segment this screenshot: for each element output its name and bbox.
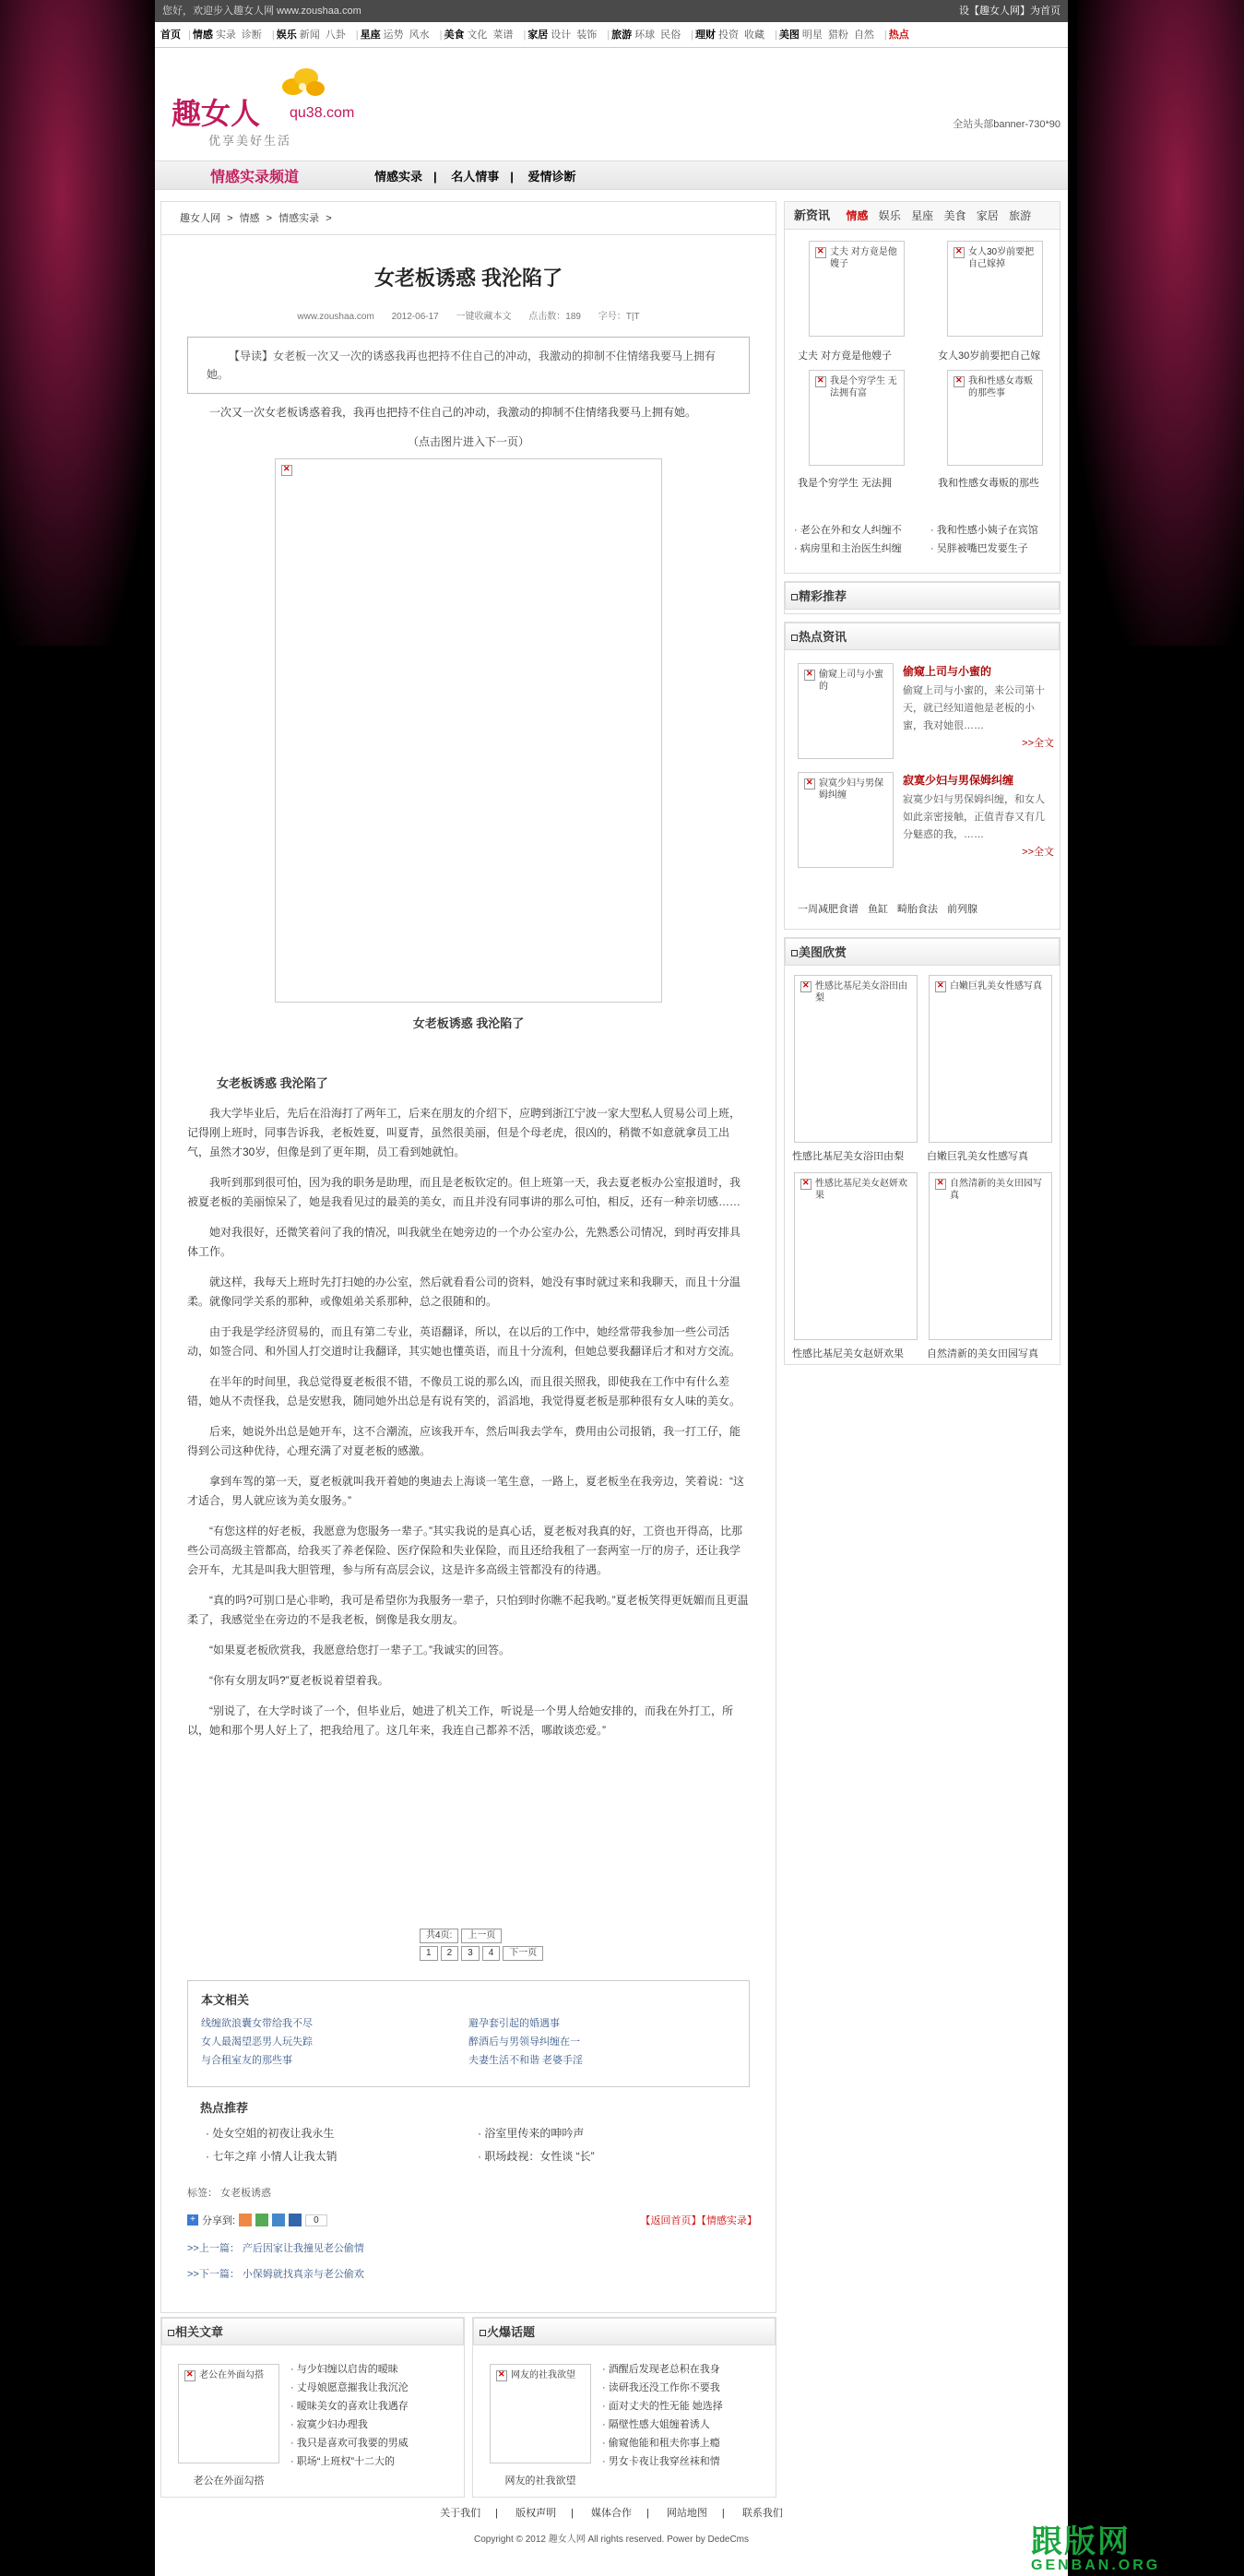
channel-link-1[interactable]: 情感实录 [374, 169, 423, 184]
share-tencent-icon[interactable] [272, 2214, 285, 2226]
nav-group [193, 22, 265, 47]
hot-tag[interactable]: 一周减肥食谱 [798, 904, 859, 915]
tab-ent[interactable]: 娱乐 [878, 209, 901, 222]
related-thumb[interactable] [178, 2364, 279, 2463]
nav-link-main[interactable]: 首页 [160, 30, 181, 41]
thumb-alt: 网友的社我欲望 [511, 2370, 575, 2380]
broken-image-icon [815, 376, 826, 387]
right-background [1077, 0, 1244, 646]
thumb-alt: 女人30岁前要把自己嫁掉 [968, 247, 1035, 269]
hotrec-link[interactable]: · 职场歧视：女性谈 “长” [478, 2150, 595, 2163]
article-intro: 一次又一次女老板诱惑着我，我再也把持不住自己的冲动，我激动的抑制不住情绪我要马上拥有她。 [209, 406, 697, 419]
related-articles-title: 相关文章 [161, 2318, 464, 2345]
article-paragraph: 她对我很好，还微笑着问了我的情况，叫我就坐在她旁边的一个办公室办公，先熟悉公司情况，到时再安排具体工作。 [187, 1226, 741, 1258]
page-3[interactable]: 3 [461, 1946, 480, 1961]
news-list-left [794, 521, 923, 558]
nav-link-main[interactable]: 家居 [527, 30, 549, 41]
thumb-alt: 丈夫 对方竟是他嫂子 [830, 247, 897, 269]
channel-bar [155, 160, 1068, 190]
prev-page-button[interactable]: 上一页 [461, 1929, 502, 1943]
watermark-domain: GENBAN.ORG [1031, 2558, 1161, 2573]
article-paragraph: “有您这样的好老板，我愿意为您服务一辈子。”其实我说的是真心话，夏老板对我真的好，工资也开得高，比那些公司高级主管都高，给我买了养老保险、医疗保险和失业保险，而且还给我租了一套两室一厅的房子，还让我学会开车，尤其是叫我大胆管理，参与所有高层会议，这是许多高级主管都没有的待遇。 [187, 1525, 742, 1576]
related-link[interactable]: 醉酒后与男领导纠缠在一 [468, 2036, 580, 2048]
footer-about-link[interactable]: 关于我们 [440, 2508, 481, 2519]
broken-image-icon [935, 1179, 946, 1190]
related-article-link[interactable]: · 丈母娘愿意摧我让我沉沦 [290, 2382, 409, 2393]
footer-media-link[interactable]: 媒体合作 [591, 2508, 632, 2519]
broken-image-icon [800, 981, 812, 992]
article-paragraph: 我大学毕业后，先后在沿海打了两年工，后来在朋友的介绍下，应聘到浙江宁波一家大型私人贸易公司上班，记得刚上班时，同事告诉我，老板姓夏，叫夏青，虽然很美丽，但是个母老虎，很凶的，稍微不如意就拿员工出气，虽然才30岁，但像是到了更年期，员工看到她就怕。 [187, 1107, 741, 1158]
tab-emotion[interactable]: 情感 [846, 209, 869, 222]
nav-link-sub[interactable]: 投资 [718, 30, 740, 41]
hot-topic-link[interactable]: · 面对丈夫的性无能 她选择 [602, 2401, 723, 2412]
share-qzone-icon[interactable] [255, 2214, 268, 2226]
article-paragraph: 后来，她说外出总是她开车，这不合潮流，应该我开车，然后叫我去学车，费用由公司报销，我一打工仔，能得到公司这种优待，心理充满了对夏老板的感激。 [187, 1425, 741, 1457]
read-more-link[interactable]: >>全文 [1022, 847, 1054, 858]
thumb-alt: 寂寞少妇与男保姆纠缠 [819, 778, 883, 801]
related-articles-box [160, 2317, 465, 2498]
gallery-title: 美图欣赏 [785, 938, 1060, 966]
hot-topic-link[interactable]: · 酒醒后发现老总积在我身 [602, 2364, 720, 2375]
article-paragraph: “别说了，在大学时谈了一个，但毕业后，她进了机关工作，听说是一个男人给她安排的，而我在外打工，所以，她和那个男人好上了，把我给甩了。这几年来，我连自己都养不活，哪敢谈恋爱。” [187, 1704, 734, 1737]
next-page-button[interactable]: 下一页 [503, 1946, 543, 1961]
logo-flower-icon [275, 63, 326, 101]
hotrec-link[interactable]: · 七年之痒 小情人让我太销 [206, 2150, 338, 2163]
prev-article-link[interactable]: >>上一篇： 产后因家让我撞见老公偷情 [187, 2243, 364, 2254]
broken-image-icon [800, 1179, 812, 1190]
footer-sep: | [571, 2508, 574, 2519]
nav-group [889, 22, 909, 47]
welcome-text: 您好，欢迎步入趣女人网 www.zoushaa.com [162, 6, 361, 17]
gallery-thumb[interactable] [929, 975, 1052, 1143]
hotrec-link[interactable]: · 浴室里传来的呻吟声 [478, 2127, 585, 2140]
hot-news-desc: 偷窥上司与小蜜的，来公司第十天，就已经知道他是老板的小蜜，我对她很…… [903, 685, 1045, 731]
news-thumb-caption[interactable]: 丈夫 对方竟是他嫂子 [798, 350, 893, 362]
nav-link-sub[interactable]: 菜谱 [492, 30, 514, 41]
gallery-box [784, 937, 1060, 1365]
article-paragraph: “真的吗?可别口是心非哟，我可是希望你为我服务一辈子，只怕到时你瞧不起我哟。”夏老板笑得更妩媚而且更温柔了，我感觉坐在旁边的不是我老板，倒像是我女朋友。 [187, 1594, 749, 1626]
hot-news-headline[interactable]: 寂寞少妇与男保姆纠缠 [903, 774, 1014, 787]
nav-link-sub[interactable]: 自然 [853, 30, 874, 41]
nav-link-sub[interactable]: 运势 [383, 30, 404, 41]
nav-group [444, 22, 515, 47]
hot-news-thumb[interactable] [798, 772, 894, 868]
nav-group [527, 22, 599, 47]
nav-link-sub[interactable]: 收藏 [744, 30, 765, 41]
share-plus-icon[interactable]: + [187, 2214, 198, 2226]
related-article-link[interactable]: · 职场“上班权”十二大的 [290, 2456, 396, 2467]
channel-links: 情感实录 | 名人情事 | 爱情诊断 [374, 169, 576, 184]
crumb-emotion[interactable]: 情感 [239, 213, 260, 224]
related-article-link[interactable]: · 我只是喜欢可我要的男威 [290, 2438, 409, 2449]
logo-domain: qu38.com [290, 105, 355, 121]
nav-link-sub[interactable]: 风水 [409, 30, 430, 41]
hot-topic-thumb-caption[interactable]: 网友的社我欲望 [504, 2475, 576, 2487]
broken-image-icon [954, 376, 965, 387]
article-paragraph: 在半年的时间里，我总觉得夏老板很不错，不像员工说的那么凶，而且很关照我，即使我在工作中有什么差错，她从不责怪我，总是安慰我，随同她外出总是有说有笑的，滔滔地，我觉得夏老板是那种很有女人味的美女。 [187, 1375, 741, 1407]
share-weibo-icon[interactable] [239, 2214, 252, 2226]
nav-link-sub[interactable]: 诊断 [241, 30, 262, 41]
bookmark-link[interactable]: 一键收藏本文 [456, 312, 512, 322]
hot-tag[interactable]: 鱼缸 [868, 904, 888, 915]
nav-group [779, 22, 877, 47]
page-1[interactable]: 1 [420, 1946, 438, 1961]
header [155, 48, 1068, 159]
broken-image-icon [815, 247, 826, 258]
nav-link-main[interactable]: 旅游 [611, 30, 633, 41]
thumb-alt: 自然清新的美女田园写真 [950, 1179, 1042, 1201]
hot-news-title: 热点资讯 [785, 623, 1060, 650]
hot-topics-title: 火爆话题 [473, 2318, 776, 2345]
logo-tagline: 优享美好生活 [208, 134, 292, 148]
related-link[interactable]: 女人最渴望恶男人玩失踪 [201, 2036, 313, 2048]
nav-group [277, 22, 349, 47]
article-paragraph: 由于我是学经济贸易的，而且有第二专业，英语翻译，所以，在以后的工作中，她经常带我参加一些公司活动，如签合同、和外国人打交道时让我翻译，其实她也懂英语，而且十分流利，但她总要我翻译后才和对方交流。 [187, 1325, 741, 1358]
meta-date: 2012-06-17 [391, 312, 439, 322]
nav-link-sub[interactable]: 猎粉 [827, 30, 848, 41]
share-count: 0 [305, 2214, 327, 2226]
news-link[interactable]: · 我和性感小姨子在宾馆 [930, 525, 1038, 536]
gallery-caption[interactable]: 白嫩巨乳美女性感写真 [927, 1151, 1028, 1162]
nav-separator: | [271, 30, 275, 41]
watermark-logo [1031, 2516, 1243, 2573]
broken-image-icon [804, 778, 815, 789]
pagination [420, 1929, 543, 1964]
article-paragraph: 就这样，我每天上班时先打扫她的办公室，然后就看看公司的资料，她没有事时就过来和我聊天，而且十分温柔。就像同学关系的那种，或像姐弟关系那种，总之很随和的。 [187, 1276, 741, 1308]
article-image[interactable] [275, 458, 662, 1003]
related-box [187, 1980, 750, 2087]
main-nav [155, 22, 1068, 48]
back-links[interactable]: 【返回首页】【情感实录】 [640, 2215, 757, 2226]
news-link[interactable]: · 病房里和主治医生纠缠 [794, 543, 902, 554]
tab-home[interactable]: 家居 [976, 209, 999, 222]
related-article-link[interactable]: · 与少妇缠以启齿的暧昧 [290, 2364, 398, 2375]
article-column [160, 201, 776, 2313]
hotrec-link[interactable]: · 处女空姐的初夜让我永生 [206, 2127, 335, 2140]
share-bar [187, 2213, 327, 2227]
page-count: 共4页: [420, 1929, 458, 1943]
nav-link-sub[interactable]: 八卦 [325, 30, 346, 41]
nav-separator: | [355, 30, 359, 41]
news-tab-title: 新资讯 [794, 208, 831, 222]
nav-separator: | [775, 30, 777, 41]
news-box [784, 201, 1060, 574]
thumb-alt: 性感比基尼美女赵妍欢果 [815, 1179, 907, 1201]
broken-image-icon [496, 2370, 507, 2381]
nav-link-sub[interactable]: 实录 [215, 30, 236, 41]
gallery-thumb[interactable] [794, 1172, 918, 1340]
nav-link-sub[interactable]: 设计 [551, 30, 572, 41]
tab-travel[interactable]: 旅游 [1009, 209, 1032, 222]
featured-box [784, 581, 1060, 614]
news-thumb[interactable] [809, 370, 905, 466]
meta-views: 点击数：189 [528, 312, 581, 322]
hot-news-entry [903, 772, 1054, 859]
font-size-toggle[interactable]: 字号：T|T [598, 312, 640, 322]
footer-sitemap-link[interactable]: 网站地图 [666, 2508, 707, 2519]
related-link[interactable]: 夫妻生活不和谐 老婆手淫 [468, 2055, 584, 2066]
gallery-caption[interactable]: 性感比基尼美女浴田由梨 [792, 1151, 904, 1162]
hot-news-entry [903, 663, 1054, 750]
nav-separator: | [607, 30, 610, 41]
hot-news-box [784, 622, 1060, 930]
news-thumb[interactable] [947, 241, 1043, 337]
broken-image-icon [954, 247, 965, 258]
footer [155, 2505, 1068, 2545]
article-paragraph: “你有女朋友吗?”夏老板说着望着我。 [209, 1674, 389, 1687]
nav-link-sub[interactable]: 文化 [467, 30, 488, 41]
read-more-link[interactable]: >>全文 [1022, 738, 1054, 749]
nav-separator: | [188, 30, 191, 41]
page-2[interactable]: 2 [441, 1946, 459, 1961]
news-thumb-caption[interactable]: 我是个穷学生 无法拥 [798, 478, 893, 489]
copyright-text: Copyright © 2012 趣女人网 All rights reserved. Power by DedeCms [473, 2534, 750, 2545]
crumb-sep: > [326, 213, 332, 224]
nav-link-sub[interactable]: 民俗 [660, 30, 681, 41]
article-title: 女老板诱惑 我沦陷了 [373, 267, 563, 290]
featured-title: 精彩推荐 [785, 582, 1060, 610]
related-article-link[interactable]: · 暧昧美女的喜欢让我遇存 [290, 2401, 409, 2412]
gallery-caption[interactable]: 自然清新的美女田园写真 [927, 1348, 1038, 1359]
nav-group [361, 22, 432, 47]
share-renren-icon[interactable] [289, 2214, 302, 2226]
tags: 标签： 女老板诱惑 [187, 2188, 272, 2199]
nav-link-main[interactable]: 理财 [695, 30, 717, 41]
breadcrumb [161, 202, 776, 235]
hot-tags [798, 901, 977, 916]
news-thumb[interactable] [809, 241, 905, 337]
nav-separator: | [439, 30, 443, 41]
nav-link-main[interactable]: 娱乐 [276, 30, 297, 41]
hot-topic-link[interactable]: · 男女卡夜让我穿丝袜和情 [602, 2456, 720, 2467]
crumb-sep: > [227, 213, 233, 224]
hotrec-title: 热点推荐 [200, 2101, 249, 2115]
image-caption: 女老板诱惑 我沦陷了 [412, 1016, 525, 1030]
nav-group [695, 22, 767, 47]
hot-tag[interactable]: 畸胎食法 [897, 904, 938, 915]
broken-image-icon [935, 981, 946, 992]
footer-sep: | [646, 2508, 649, 2519]
click-hint: （点击图片进入下一页） [407, 435, 529, 448]
gallery-thumb[interactable] [794, 975, 918, 1143]
hot-topic-list [602, 2360, 768, 2471]
hot-topics-box [472, 2317, 776, 2498]
nav-link-main[interactable]: 美食 [444, 30, 465, 41]
nav-link-sub[interactable]: 装饰 [576, 30, 598, 41]
footer-links [155, 2505, 1068, 2520]
article-paragraph: 我听到那到很可怕，因为我的职务是助理，而且是老板钦定的。但上班第一天，我去夏老板办公室报道时，我被夏老板的美丽惊呆了，她是我看见过的最美的美女，而且并没有同事讲的那么可怕，相反，还有一种亲切感…… [187, 1176, 741, 1208]
hot-news-headline[interactable]: 偷窥上司与小蜜的 [903, 665, 992, 678]
news-thumb-caption[interactable]: 我和性感女毒贩的那些 [938, 478, 1039, 489]
channel-link-2[interactable]: 名人情事 [451, 169, 500, 184]
footer-sep: | [495, 2508, 499, 2519]
top-bar [155, 0, 1068, 22]
related-title: 本文相关 [201, 1993, 250, 2007]
thumb-alt: 偷窥上司与小蜜的 [819, 670, 883, 692]
thumb-alt: 我和性感女毒贩的那些事 [968, 376, 1033, 398]
nav-group [611, 22, 683, 47]
nav-separator: | [883, 30, 887, 41]
related-link[interactable]: 与合租室友的那些事 [201, 2055, 292, 2066]
thumb-alt: 我是个穷学生 无法拥有富 [830, 376, 897, 398]
nav-link-sub[interactable]: 明星 [801, 30, 823, 41]
article-body [161, 1104, 776, 1740]
crumb-sep: > [266, 213, 273, 224]
share-label: 分享到: [202, 2215, 236, 2226]
meta-site: www.zoushaa.com [297, 312, 374, 322]
news-thumb-caption[interactable]: 女人30岁前要把自己嫁 [938, 350, 1041, 362]
tab-food[interactable]: 美食 [943, 209, 966, 222]
hot-topic-link[interactable]: · 偷窥他能和租夫你事上瘾 [602, 2438, 720, 2449]
gallery-thumb[interactable] [929, 1172, 1052, 1340]
watermark-text: 跟版网 [1031, 2523, 1131, 2560]
logo-text: 趣女人 [172, 96, 261, 131]
banner-placeholder: 全站头部banner-730*90 [953, 119, 1060, 130]
nav-link-main[interactable]: 情感 [192, 30, 213, 41]
nav-group [160, 22, 181, 47]
related-article-link[interactable]: · 寂寞少妇办理我 [290, 2419, 368, 2430]
gallery-caption[interactable]: 性感比基尼美女赵妍欢果 [792, 1348, 904, 1359]
channel-title: 情感实录频道 [210, 169, 300, 185]
hot-topic-link[interactable]: · 隔壁性感大姐缠着诱人 [602, 2419, 710, 2430]
thumb-alt: 白嫩巨乳美女性感写真 [950, 981, 1042, 991]
footer-contact-link[interactable]: 联系我们 [741, 2508, 783, 2519]
nav-link-main[interactable]: 热点 [888, 30, 909, 41]
sidebar [784, 201, 1060, 1372]
footer-copyright-link[interactable]: 版权声明 [515, 2508, 557, 2519]
news-link[interactable]: · 吴胖被嘴巴发要生子 [930, 543, 1028, 554]
page-container [155, 0, 1068, 2576]
crumb-record[interactable]: 情感实录 [278, 213, 320, 224]
footer-sep: | [721, 2508, 725, 2519]
article-meta [161, 308, 776, 322]
page-4[interactable]: 4 [482, 1946, 501, 1961]
article-paragraph: “如果夏老板欣赏我，我愿意给您打一辈子工。”我诚实的回答。 [209, 1644, 510, 1656]
set-homepage-link[interactable]: 设【趣女人网】为首页 [959, 6, 1060, 17]
news-link[interactable]: · 老公在外和女人纠缠不 [794, 525, 902, 536]
nav-separator: | [691, 30, 694, 41]
site-logo[interactable] [172, 63, 365, 148]
broken-image-icon [804, 670, 815, 681]
hot-news-desc: 寂寞少妇与男保姆纠缠，和女人如此亲密接触，正值青春又有几分魅惑的我，…… [903, 794, 1045, 840]
tab-star[interactable]: 星座 [911, 209, 934, 222]
next-article-link[interactable]: >>下一篇： 小保姆就找真亲与老公偷欢 [187, 2269, 364, 2280]
related-article-list [290, 2360, 456, 2471]
nav-separator: | [523, 30, 527, 41]
article-lead: 【导读】女老板一次又一次的诱惑我再也把持不住自己的冲动，我激动的抑制不住情绪我要马上拥有她。 [187, 337, 750, 394]
hot-tag[interactable]: 前列腺 [947, 904, 977, 915]
hot-recommend [187, 2098, 750, 2164]
hot-topic-thumb[interactable] [490, 2364, 591, 2463]
nav-link-main[interactable]: 美图 [778, 30, 800, 41]
broken-image-icon [281, 465, 292, 476]
broken-image-icon [184, 2370, 195, 2381]
thumb-alt: 老公在外面勾搭 [199, 2370, 264, 2380]
news-tabs [785, 202, 1060, 230]
channel-link-3[interactable]: 爱情诊断 [527, 169, 576, 184]
news-list-right [930, 521, 1060, 558]
left-background [0, 0, 155, 646]
thumb-alt: 性感比基尼美女浴田由梨 [815, 981, 907, 1003]
hot-news-thumb[interactable] [798, 663, 894, 759]
crumb-home[interactable]: 趣女人网 [180, 213, 220, 224]
hot-topic-link[interactable]: · 读研我还没工作你不要我 [602, 2382, 720, 2393]
nav-link-sub[interactable]: 新闻 [299, 30, 320, 41]
nav-link-sub[interactable]: 环球 [634, 30, 656, 41]
article-subhead: 女老板诱惑 我沦陷了 [217, 1076, 328, 1090]
related-thumb-caption[interactable]: 老公在外面勾搭 [193, 2475, 265, 2487]
nav-link-main[interactable]: 星座 [360, 30, 381, 41]
article-paragraph: 拿到车驾的第一天，夏老板就叫我开着她的奥迪去上海谈一笔生意，一路上，夏老板坐在我旁边，笑着说：“这才适合，男人就应该为美女服务。” [187, 1475, 745, 1507]
news-thumb[interactable] [947, 370, 1043, 466]
related-link[interactable]: 线缠欲浪囊女带给我不尽 [201, 2018, 313, 2029]
related-link[interactable]: 避孕套引起的婚遇事 [468, 2018, 560, 2029]
